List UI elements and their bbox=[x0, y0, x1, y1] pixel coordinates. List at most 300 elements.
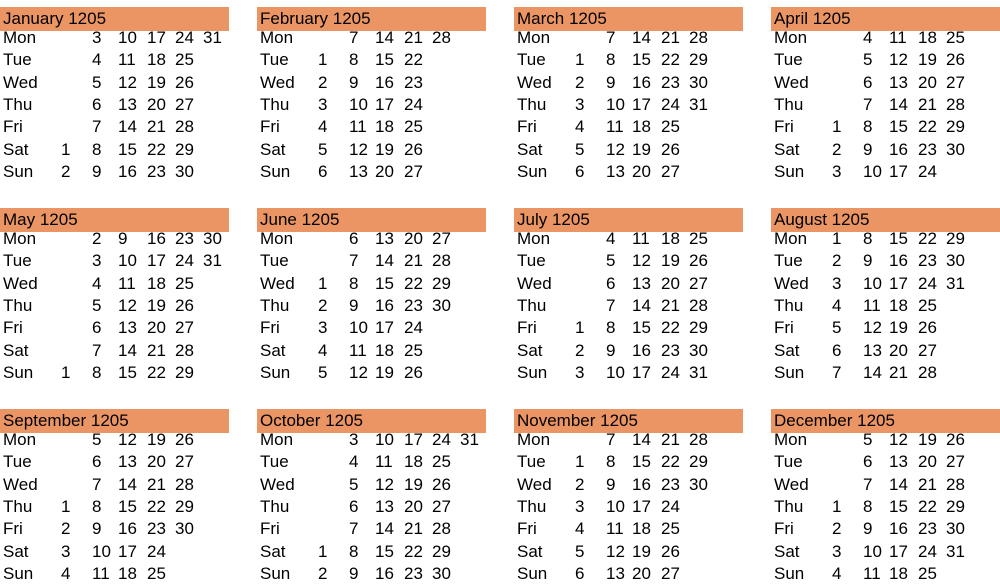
weekday-label: Sat bbox=[3, 139, 29, 159]
weekday-row bbox=[514, 27, 743, 49]
date-cell: 21 bbox=[661, 295, 680, 315]
date-cell: 26 bbox=[689, 251, 708, 271]
date-cell: 31 bbox=[946, 541, 965, 561]
date-cell: 4 bbox=[575, 519, 585, 539]
weekday-row bbox=[771, 563, 1000, 585]
weekday-row bbox=[257, 295, 486, 317]
date-cell: 31 bbox=[689, 94, 708, 114]
weekday-row bbox=[514, 295, 743, 317]
date-cell: 24 bbox=[432, 430, 451, 449]
date-cell: 16 bbox=[375, 563, 394, 583]
date-cell: 27 bbox=[689, 273, 708, 293]
date-cell: 15 bbox=[889, 229, 908, 248]
date-cell: 26 bbox=[404, 362, 423, 382]
date-cell: 11 bbox=[118, 273, 136, 293]
weekday-row bbox=[0, 563, 229, 585]
weekday-label: Tue bbox=[517, 251, 546, 271]
date-cell: 25 bbox=[689, 229, 708, 248]
date-cell: 1 bbox=[575, 452, 585, 472]
date-cell: 11 bbox=[118, 50, 136, 70]
date-cell: 7 bbox=[349, 519, 359, 539]
weekday-row bbox=[257, 451, 486, 473]
date-cell: 17 bbox=[889, 161, 908, 181]
date-cell: 7 bbox=[606, 430, 616, 449]
date-cell: 10 bbox=[92, 541, 111, 561]
date-cell: 28 bbox=[689, 430, 708, 449]
date-cell: 22 bbox=[404, 541, 423, 561]
date-cell: 17 bbox=[147, 251, 166, 271]
date-cell: 11 bbox=[92, 563, 110, 583]
date-cell: 6 bbox=[863, 72, 873, 92]
date-cell: 29 bbox=[175, 139, 194, 159]
date-cell: 3 bbox=[832, 541, 842, 561]
date-cell: 12 bbox=[889, 50, 908, 70]
weekday-row bbox=[257, 317, 486, 339]
date-cell: 20 bbox=[404, 229, 423, 248]
date-cell: 3 bbox=[575, 94, 585, 114]
date-cell: 19 bbox=[918, 430, 937, 449]
date-cell: 28 bbox=[946, 474, 965, 494]
date-cell: 3 bbox=[575, 362, 585, 382]
date-cell: 12 bbox=[118, 430, 137, 449]
date-cell: 22 bbox=[918, 117, 937, 137]
weekday-label: Sat bbox=[517, 340, 543, 360]
weekday-label: Sat bbox=[3, 541, 29, 561]
date-cell: 4 bbox=[606, 229, 616, 248]
date-cell: 10 bbox=[349, 318, 368, 338]
date-cell: 12 bbox=[349, 139, 368, 159]
date-cell: 5 bbox=[318, 139, 328, 159]
date-cell: 18 bbox=[661, 229, 680, 248]
weekday-label: Tue bbox=[260, 50, 289, 70]
date-cell: 24 bbox=[661, 496, 680, 516]
date-cell: 7 bbox=[92, 340, 102, 360]
date-cell: 2 bbox=[318, 295, 328, 315]
weekday-row bbox=[514, 451, 743, 473]
date-cell: 5 bbox=[92, 295, 102, 315]
date-cell: 7 bbox=[863, 474, 873, 494]
date-cell: 9 bbox=[606, 474, 616, 494]
weekday-row bbox=[514, 474, 743, 496]
weekday-row bbox=[771, 27, 1000, 49]
weekday-label: Fri bbox=[260, 318, 280, 338]
weekday-label: Tue bbox=[3, 50, 32, 70]
date-cell: 6 bbox=[863, 452, 873, 472]
date-cell: 21 bbox=[147, 117, 166, 137]
date-cell: 21 bbox=[661, 430, 680, 449]
date-cell: 25 bbox=[147, 563, 166, 583]
weekday-row bbox=[771, 250, 1000, 272]
date-cell: 22 bbox=[147, 139, 166, 159]
weekday-row bbox=[771, 139, 1000, 161]
date-cell: 5 bbox=[92, 72, 102, 92]
date-cell: 19 bbox=[375, 362, 394, 382]
date-cell: 1 bbox=[61, 496, 71, 516]
date-cell: 13 bbox=[606, 161, 625, 181]
date-cell: 23 bbox=[175, 229, 194, 248]
date-cell: 5 bbox=[318, 362, 328, 382]
date-cell: 25 bbox=[404, 117, 423, 137]
date-cell: 5 bbox=[832, 318, 842, 338]
date-cell: 22 bbox=[147, 362, 166, 382]
date-cell: 28 bbox=[175, 340, 194, 360]
weekday-row bbox=[257, 94, 486, 116]
weekday-label: Wed bbox=[517, 273, 552, 293]
weekday-label: Wed bbox=[260, 273, 295, 293]
weekday-row bbox=[514, 496, 743, 518]
date-cell: 31 bbox=[203, 251, 222, 271]
date-cell: 7 bbox=[606, 28, 616, 47]
date-cell: 15 bbox=[889, 496, 908, 516]
date-cell: 4 bbox=[832, 295, 842, 315]
weekday-row bbox=[771, 49, 1000, 71]
weekday-label: Fri bbox=[517, 117, 537, 137]
weekday-row bbox=[0, 94, 229, 116]
weekday-row bbox=[514, 563, 743, 585]
date-cell: 3 bbox=[92, 28, 102, 47]
date-cell: 24 bbox=[918, 541, 937, 561]
date-cell: 6 bbox=[92, 318, 102, 338]
date-cell: 15 bbox=[632, 50, 651, 70]
date-cell: 28 bbox=[175, 117, 194, 137]
date-cell: 23 bbox=[918, 519, 937, 539]
date-cell: 13 bbox=[349, 161, 368, 181]
date-cell: 8 bbox=[863, 496, 873, 516]
month-title: July 1205 bbox=[514, 208, 743, 232]
month-title: December 1205 bbox=[771, 409, 1000, 433]
date-cell: 4 bbox=[349, 452, 359, 472]
date-cell: 15 bbox=[632, 318, 651, 338]
weekday-row bbox=[257, 27, 486, 49]
date-cell: 29 bbox=[946, 117, 965, 137]
weekday-row bbox=[514, 317, 743, 339]
date-cell: 15 bbox=[118, 362, 137, 382]
date-cell: 9 bbox=[606, 72, 616, 92]
date-cell: 29 bbox=[946, 229, 965, 248]
date-cell: 9 bbox=[863, 251, 873, 271]
weekday-row bbox=[257, 49, 486, 71]
weekday-label: Thu bbox=[3, 496, 33, 516]
date-cell: 29 bbox=[175, 496, 194, 516]
weekday-label: Mon bbox=[774, 229, 808, 248]
date-cell: 9 bbox=[92, 519, 102, 539]
date-cell: 1 bbox=[61, 362, 71, 382]
date-cell: 23 bbox=[918, 139, 937, 159]
weekday-label: Sat bbox=[517, 541, 543, 561]
date-cell: 26 bbox=[175, 295, 194, 315]
date-cell: 22 bbox=[404, 50, 423, 70]
date-cell: 14 bbox=[375, 28, 394, 47]
date-cell: 2 bbox=[92, 229, 102, 248]
date-cell: 23 bbox=[147, 161, 166, 181]
date-cell: 14 bbox=[632, 295, 651, 315]
date-cell: 13 bbox=[375, 229, 394, 248]
weekday-row bbox=[771, 451, 1000, 473]
date-cell: 17 bbox=[632, 94, 651, 114]
date-cell: 27 bbox=[175, 94, 194, 114]
date-cell: 2 bbox=[318, 563, 328, 583]
date-cell: 2 bbox=[318, 72, 328, 92]
weekday-label: Thu bbox=[260, 295, 290, 315]
date-cell: 30 bbox=[689, 474, 708, 494]
date-cell: 18 bbox=[404, 452, 423, 472]
weekday-row bbox=[0, 116, 229, 138]
weekday-row bbox=[0, 518, 229, 540]
date-cell: 6 bbox=[92, 94, 102, 114]
date-cell: 23 bbox=[661, 72, 680, 92]
weekday-label: Sun bbox=[3, 362, 34, 382]
weekday-row bbox=[514, 49, 743, 71]
date-cell: 20 bbox=[889, 340, 908, 360]
date-cell: 5 bbox=[575, 541, 585, 561]
date-cell: 18 bbox=[375, 117, 394, 137]
weekday-label: Sat bbox=[774, 340, 800, 360]
date-cell: 11 bbox=[606, 519, 624, 539]
weekday-row bbox=[771, 340, 1000, 362]
date-cell: 4 bbox=[832, 563, 842, 583]
weekday-label: Sat bbox=[3, 340, 29, 360]
date-cell: 3 bbox=[832, 273, 842, 293]
weekday-label: Tue bbox=[774, 251, 803, 271]
date-cell: 23 bbox=[661, 340, 680, 360]
date-cell: 12 bbox=[118, 72, 137, 92]
date-cell: 9 bbox=[349, 295, 359, 315]
date-cell: 30 bbox=[689, 72, 708, 92]
weekday-label: Fri bbox=[774, 318, 794, 338]
weekday-label: Fri bbox=[3, 117, 23, 137]
weekday-label: Wed bbox=[774, 273, 809, 293]
weekday-label: Wed bbox=[3, 474, 38, 494]
date-cell: 19 bbox=[661, 251, 680, 271]
weekday-label: Wed bbox=[260, 474, 295, 494]
weekday-row bbox=[257, 139, 486, 161]
date-cell: 16 bbox=[118, 161, 137, 181]
weekday-row bbox=[514, 429, 743, 451]
date-cell: 10 bbox=[606, 362, 625, 382]
date-cell: 31 bbox=[203, 28, 222, 47]
weekday-row bbox=[257, 362, 486, 384]
date-cell: 17 bbox=[889, 541, 908, 561]
date-cell: 20 bbox=[147, 318, 166, 338]
date-cell: 18 bbox=[889, 295, 908, 315]
date-cell: 30 bbox=[203, 229, 222, 248]
date-cell: 21 bbox=[147, 474, 166, 494]
date-cell: 7 bbox=[349, 251, 359, 271]
date-cell: 6 bbox=[575, 161, 585, 181]
weekday-row bbox=[0, 317, 229, 339]
date-cell: 20 bbox=[147, 452, 166, 472]
weekday-label: Mon bbox=[517, 28, 551, 47]
date-cell: 2 bbox=[575, 340, 585, 360]
date-cell: 13 bbox=[118, 94, 137, 114]
date-cell: 9 bbox=[863, 139, 873, 159]
date-cell: 25 bbox=[661, 117, 680, 137]
date-cell: 14 bbox=[118, 340, 137, 360]
date-cell: 13 bbox=[889, 452, 908, 472]
weekday-row bbox=[257, 340, 486, 362]
date-cell: 20 bbox=[918, 72, 937, 92]
weekday-label: Thu bbox=[774, 295, 804, 315]
weekday-row bbox=[0, 27, 229, 49]
date-cell: 12 bbox=[632, 251, 651, 271]
date-cell: 1 bbox=[318, 273, 328, 293]
date-cell: 19 bbox=[375, 139, 394, 159]
weekday-row bbox=[0, 474, 229, 496]
weekday-label: Sat bbox=[517, 139, 543, 159]
date-cell: 28 bbox=[689, 28, 708, 47]
date-cell: 18 bbox=[118, 563, 137, 583]
date-cell: 28 bbox=[689, 295, 708, 315]
date-cell: 14 bbox=[632, 430, 651, 449]
date-cell: 8 bbox=[92, 362, 102, 382]
date-cell: 18 bbox=[632, 519, 651, 539]
date-cell: 22 bbox=[918, 496, 937, 516]
date-cell: 27 bbox=[946, 72, 965, 92]
date-cell: 24 bbox=[404, 94, 423, 114]
date-cell: 29 bbox=[946, 496, 965, 516]
date-cell: 2 bbox=[575, 72, 585, 92]
weekday-row bbox=[0, 161, 229, 183]
weekday-row bbox=[0, 451, 229, 473]
date-cell: 26 bbox=[175, 430, 194, 449]
weekday-row bbox=[257, 273, 486, 295]
month-title: October 1205 bbox=[257, 409, 486, 433]
weekday-row bbox=[0, 340, 229, 362]
weekday-label: Sun bbox=[517, 563, 548, 583]
date-cell: 18 bbox=[147, 273, 166, 293]
date-cell: 1 bbox=[575, 318, 585, 338]
weekday-label: Mon bbox=[517, 229, 551, 248]
date-cell: 20 bbox=[918, 452, 937, 472]
weekday-row bbox=[0, 72, 229, 94]
weekday-row bbox=[0, 228, 229, 250]
date-cell: 17 bbox=[404, 430, 423, 449]
date-cell: 29 bbox=[432, 541, 451, 561]
date-cell: 8 bbox=[606, 50, 616, 70]
weekday-label: Tue bbox=[3, 251, 32, 271]
date-cell: 10 bbox=[863, 541, 882, 561]
date-cell: 4 bbox=[575, 117, 585, 137]
weekday-row bbox=[514, 518, 743, 540]
date-cell: 4 bbox=[61, 563, 71, 583]
weekday-label: Sun bbox=[517, 362, 548, 382]
weekday-row bbox=[257, 116, 486, 138]
weekday-row bbox=[0, 362, 229, 384]
date-cell: 3 bbox=[575, 496, 585, 516]
weekday-label: Wed bbox=[517, 72, 552, 92]
weekday-row bbox=[257, 496, 486, 518]
date-cell: 30 bbox=[432, 295, 451, 315]
date-cell: 22 bbox=[147, 496, 166, 516]
date-cell: 11 bbox=[375, 452, 393, 472]
weekday-label: Mon bbox=[3, 430, 37, 449]
date-cell: 21 bbox=[918, 94, 937, 114]
date-cell: 19 bbox=[147, 295, 166, 315]
weekday-row bbox=[514, 139, 743, 161]
date-cell: 13 bbox=[118, 318, 137, 338]
date-cell: 17 bbox=[632, 496, 651, 516]
weekday-label: Mon bbox=[260, 430, 294, 449]
date-cell: 6 bbox=[318, 161, 328, 181]
date-cell: 24 bbox=[918, 161, 937, 181]
date-cell: 6 bbox=[575, 563, 585, 583]
month-title: August 1205 bbox=[771, 208, 1000, 232]
date-cell: 10 bbox=[349, 94, 368, 114]
date-cell: 2 bbox=[61, 161, 71, 181]
date-cell: 25 bbox=[175, 273, 194, 293]
date-cell: 23 bbox=[404, 563, 423, 583]
date-cell: 27 bbox=[661, 563, 680, 583]
month-title: May 1205 bbox=[0, 208, 229, 232]
weekday-row bbox=[514, 541, 743, 563]
weekday-label: Mon bbox=[3, 28, 37, 47]
date-cell: 13 bbox=[632, 273, 651, 293]
weekday-label: Fri bbox=[774, 117, 794, 137]
weekday-row bbox=[514, 161, 743, 183]
date-cell: 16 bbox=[632, 72, 651, 92]
weekday-label: Mon bbox=[260, 229, 294, 248]
date-cell: 7 bbox=[863, 94, 873, 114]
date-cell: 20 bbox=[404, 496, 423, 516]
date-cell: 7 bbox=[606, 295, 616, 315]
date-cell: 17 bbox=[375, 94, 394, 114]
date-cell: 12 bbox=[863, 318, 882, 338]
date-cell: 16 bbox=[375, 72, 394, 92]
weekday-label: Thu bbox=[3, 94, 33, 114]
weekday-label: Mon bbox=[260, 28, 294, 47]
weekday-row bbox=[771, 273, 1000, 295]
weekday-row bbox=[771, 161, 1000, 183]
date-cell: 19 bbox=[918, 50, 937, 70]
date-cell: 28 bbox=[918, 362, 937, 382]
date-cell: 11 bbox=[863, 563, 881, 583]
date-cell: 30 bbox=[432, 563, 451, 583]
weekday-row bbox=[514, 250, 743, 272]
weekday-row bbox=[514, 72, 743, 94]
date-cell: 12 bbox=[375, 474, 394, 494]
date-cell: 17 bbox=[375, 318, 394, 338]
weekday-label: Tue bbox=[517, 50, 546, 70]
weekday-label: Fri bbox=[517, 519, 537, 539]
weekday-row bbox=[771, 474, 1000, 496]
date-cell: 3 bbox=[832, 161, 842, 181]
weekday-row bbox=[771, 518, 1000, 540]
date-cell: 23 bbox=[147, 519, 166, 539]
date-cell: 26 bbox=[175, 72, 194, 92]
weekday-label: Sun bbox=[260, 161, 291, 181]
weekday-label: Sun bbox=[774, 362, 805, 382]
date-cell: 7 bbox=[92, 474, 102, 494]
weekday-row bbox=[257, 429, 486, 451]
weekday-label: Fri bbox=[260, 117, 280, 137]
date-cell: 14 bbox=[889, 474, 908, 494]
date-cell: 19 bbox=[632, 139, 651, 159]
weekday-label: Thu bbox=[3, 295, 33, 315]
weekday-label: Thu bbox=[774, 94, 804, 114]
date-cell: 29 bbox=[175, 362, 194, 382]
date-cell: 26 bbox=[432, 474, 451, 494]
date-cell: 28 bbox=[432, 519, 451, 539]
weekday-label: Sat bbox=[260, 541, 286, 561]
date-cell: 14 bbox=[889, 94, 908, 114]
date-cell: 22 bbox=[404, 273, 423, 293]
date-cell: 1 bbox=[318, 541, 328, 561]
date-cell: 28 bbox=[175, 474, 194, 494]
weekday-label: Sat bbox=[774, 541, 800, 561]
weekday-row bbox=[257, 474, 486, 496]
date-cell: 1 bbox=[61, 139, 71, 159]
weekday-label: Sun bbox=[774, 161, 805, 181]
